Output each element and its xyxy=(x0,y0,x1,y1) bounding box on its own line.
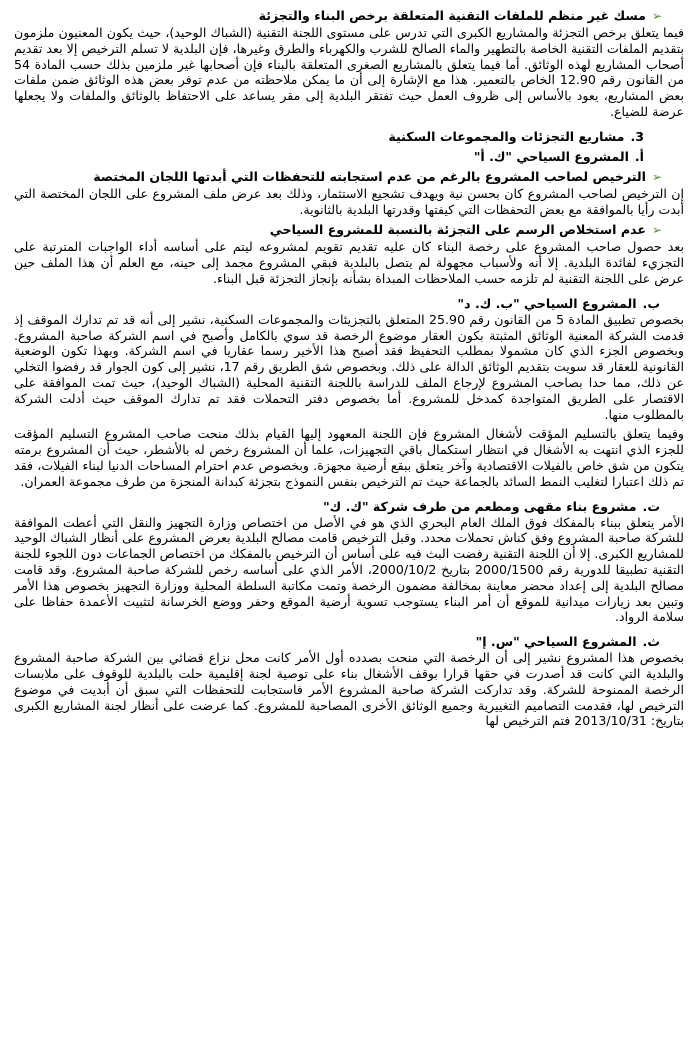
heading-text: المشروع السياحي "س. إ" xyxy=(475,634,637,650)
heading-text: الترخيص لصاحب المشروع بالرغم من عدم استجابته للتحفظات التي أبدتها اللجان المختصة xyxy=(93,168,646,184)
bullet-heading-subdivision-fee xyxy=(14,221,684,239)
subsection-letter: ث. xyxy=(642,634,660,650)
heading-text: مشاريع التجزئات والمجموعات السكنية xyxy=(388,128,625,144)
subsection-heading-project-b xyxy=(14,295,684,312)
paragraph-file-keeping: فيما يتعلق برخص التجزئة والمشاريع الكبرى التي تدرس على مستوى اللجنة التقنية (الشباك الوحيد)، حيث يكون المعنيون ملزمون بتقديم الملفات التقنية الخاصة بالتطهير والماء الصالح للشرب والكهرباء والطرق وغيرها، فإن البلدية لا تسلم الترخيص إلا بعد تقديم أصحاب المشاريع لهذه الوثائق. أما فيما يتعلق بالمشاريع الصغرى المتعلقة بالبناء فإن أصحابها غير ملزمين بذلك حسب المادة 54 من القانون رقم 12.90 الخاص بالتعمير. هذا مع الإشارة إلى أن ما يمكن ملاحظته من عدم توفر بعض هذه الوثائق ضمن ملفات بعض المشاريع، يعود بالأساس إلى ظروف العمل حيث تفتقر البلدية إلى مقر يساعد على الاحتفاظ بالوثائق والملفات ولا يجعلها عرضة للضياع. xyxy=(14,25,684,119)
section-number: 3. xyxy=(630,128,644,144)
heading-text: المشروع السياحي "ك. أ" xyxy=(473,148,629,164)
heading-text: مشروع بناء مقهى ومطعم من طرف شركة "ك. ك" xyxy=(323,498,637,514)
heading-text: المشروع السياحي "ب. ك. د" xyxy=(457,295,637,311)
arrow-bullet-icon: ➢ xyxy=(651,9,662,23)
subsection-letter: ت. xyxy=(642,498,660,514)
subsection-heading-cafe-restaurant xyxy=(14,498,684,515)
section-heading-file-keeping xyxy=(14,7,684,25)
subsection-heading-project-a xyxy=(14,148,684,165)
bullet-heading-license-reservations xyxy=(14,168,684,186)
paragraph-project-b-1: بخصوص تطبيق المادة 5 من القانون رقم 25.90 المتعلق بالتجزيئات والمجموعات السكنية، نشير إلى أنه قد تم تدارك الموقف إذ قدمت الشركة المعنية الوثائق المثبتة بكون العقار موضوع الرخصة قد سوي بالكامل وأصبح في اسم الشركة صاحبة المشروع. وبخصوص الجزء الذي كان مشمولا بمطلب التحفيظ فقد أصبح هذا الأخير رسما عقاريا في اسم الشركة. وبهذا تكون الوضعية القانونية للعقار قد سويت بتقديم الوثائق الدالة على ذلك. وبخصوص شق الطريق رقم 17، نشير إلى كون الجوار قد رفضوا التخلي عن ذلك، مما حدا بصاحب المشروع لإرجاع الملف للدراسة باللجنة التقنية المحلية (الشباك الوحيد)، حيث تمت الموافقة على الاقتصار على الطريق المتواجدة كمدخل للمشروع. أما بخصوص دفتر التحملات فقد تم تدارك الموقف حيث أدلت الشركة بالمطلوب منها. xyxy=(14,311,684,422)
paragraph-project-b-2: وفيما يتعلق بالتسليم المؤقت لأشغال المشروع فإن اللجنة المعهود إليها القيام بذلك منحت صاحب المشروع التسليم المؤقت للجزء الذي انتهت به الأشغال في انتظار استكمال باقي التجهيزات، علما أن المشروع رخص له بالأشطر، حيث أن المشروع برمته يتكون من شق خاص بالفيلات الاقتصادية وآخر يتعلق ببقع أرضية مجهزة. وبخصوص عدم احترام المساحات الدنيا لبناء الفيلات، فقد تم ذلك اعتبارا لتغليب النمط السائد بالجماعة حيث تم الترخيص بنفس النموذج بتجزئة كبدانة المنجزة من طرف مجموعة العمران. xyxy=(14,426,684,489)
paragraph-cafe-restaurant: الأمر يتعلق ببناء بالمفكك فوق الملك العام البحري الذي هو في الأصل من اختصاص وزارة التجهيز والنقل التي أعطت الموافقة للشركة صاحبة المشروع وفق كناش تحملات محدد. وقبل الترخيص قامت مصالح البلدية بعرض المشروع على أنظار الشباك الوحيد للمشاريع الكبرى. إلا أن اللجنة التقنية رفضت البث فيه على أساس أن الترخيص بالمفكك من اختصاص الجماعات دون اللجوء للجنة التقنية تطبيقا للدورية رقم 2000/1500 بتاريخ 2000/10/2، الأمر الذي على أساسه رخص للشركة صاحبة المشروع. وقد قامت مصالح البلدية إلى إعداد محضر معاينة بمخالفة مضمون الرخصة وتمت مكاتبة السلطة المحلية ووزارة التجهيز بخصوص هذا الأمر وتبين بعد زيارات ميدانية للموقع أن أمر البناء يستوجب تسوية أرضية الموقع وحفر ووضع الخرسانة لتثبيت الأعمدة حفاظا على سلامة الرواد. xyxy=(14,514,684,625)
heading-text: مسك غير منظم للملفات التقنية المتعلقة برخص البناء والتجزئة xyxy=(258,8,646,23)
heading-text: عدم استخلاص الرسم على التجزئة بالنسبة للمشروع السياحي xyxy=(269,222,646,238)
arrow-bullet-icon: ➢ xyxy=(651,223,662,238)
subsection-letter: أ. xyxy=(634,148,644,164)
paragraph-subdivision-fee: بعد حصول صاحب المشروع على رخصة البناء كان عليه تقديم تقويم لمشروعه ليتم على أساسه أداء الواجبات المترتبة على التجزيء لفائدة البلدية. إلا أنه ولأسباب مجهولة لم يتصل بالبلدية فبقي المشروع مجمد إلى حينه، مع العلم أن هذا الملف حين عرض على اللجنة التقنية لم تلزمه حسب الملاحظات المبداة بشأنه بإنجاز التجزئة قبل البناء. xyxy=(14,239,684,286)
arrow-bullet-icon: ➢ xyxy=(651,169,662,184)
paragraph-project-s: بخصوص هذا المشروع نشير إلى أن الرخصة التي منحت بصدده أول الأمر كانت محل نزاع قضائي بين الشركة صاحبة المشروع والبلدية التي كانت قد أصدرت في حقها قرارا بوقف الأشغال بناء على توصية لجنة إقليمية حلت بالبلدية للوقوف على ملابسات الرخصة الممنوحة للشركة. وقد تداركت الشركة صاحبة المشروع الأمر فاستجابت للتحفظات التي سبق أن أبديت في موضوع الترخيص لها، فقدمت التصاميم التغييرية وجميع الوثائق الأخرى المصاحبة للمشروع. كما عرضت على أنظار لجنة المشاريع الكبرى بتاريخ: 2013/10/31 فتم الترخيص لها xyxy=(14,650,684,729)
subsection-letter: ب. xyxy=(642,295,660,311)
section-heading-subdivisions xyxy=(14,128,684,145)
subsection-heading-project-s xyxy=(14,633,684,650)
paragraph-license-reservations: إن الترخيص لصاحب المشروع كان بحسن نية ويهدف تشجيع الاستثمار، وذلك بعد عرض ملف المشروع على اللجان المختصة التي أبدت رأيا بالموافقة مع بعض التحفظات التي كيفتها وقدرتها البلدية بالثانوية. xyxy=(14,185,684,217)
